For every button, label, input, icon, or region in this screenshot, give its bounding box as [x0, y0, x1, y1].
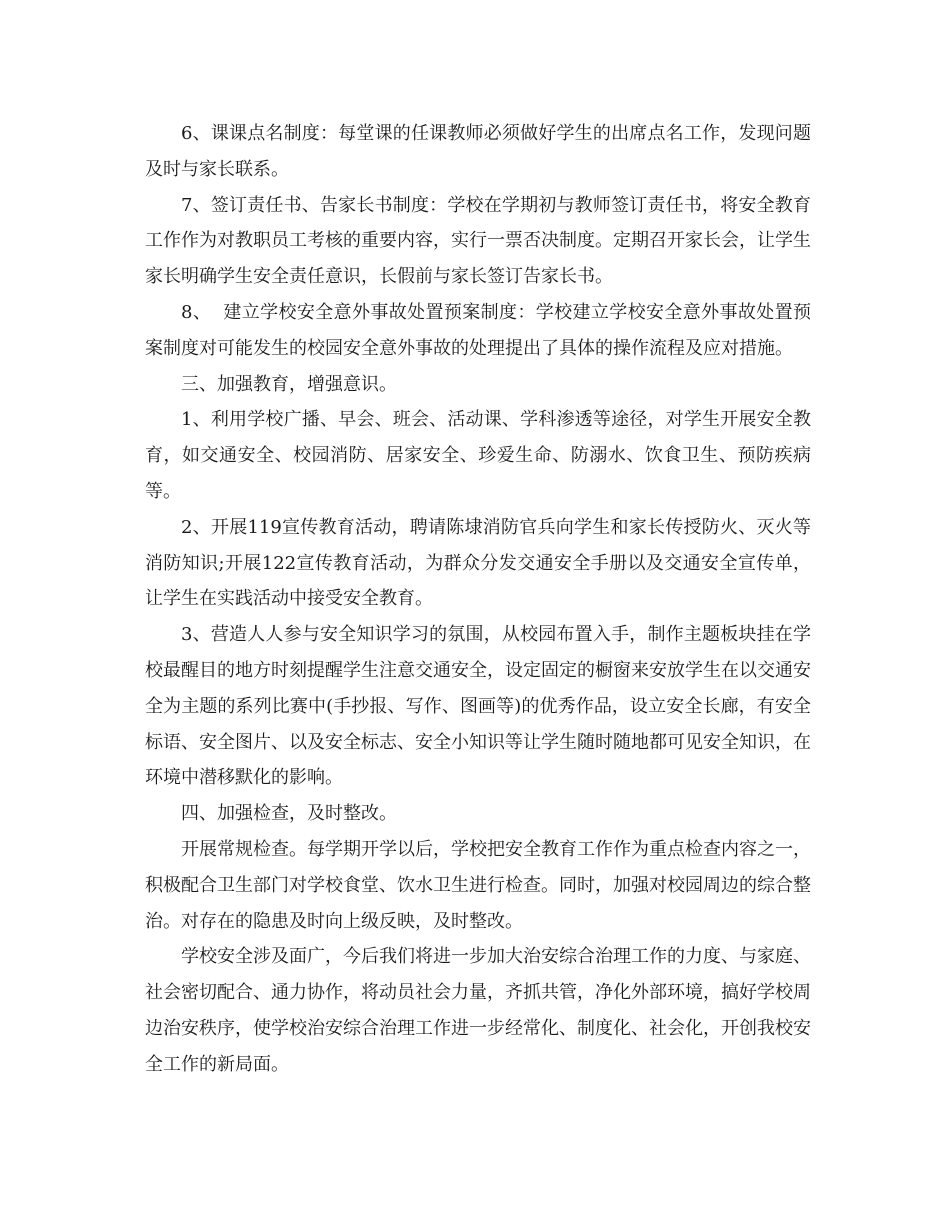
section-heading-inspection: 四、加强检查，及时整改。	[181, 803, 397, 825]
section-heading-education: 三、加强教育，增强意识。	[181, 373, 397, 395]
paragraph-routine-inspection: 开展常规检查。每学期开学以后，学校把安全教育工作作为重点检查内容之一，积极配合卫生部门对学校食堂、饮水卫生进行检查。同时，加强对校园周边的综合整治。对存在的隐患及时向上级反映，及时整改。	[145, 838, 811, 932]
paragraph-learning-atmosphere: 3、营造人人参与安全知识学习的氛围，从校园布置入手，制作主题板块挂在学校最醒目的地方时刻提醒学生注意交通安全，设定固定的橱窗来安放学生在以交通安全为主题的系列比赛中(手抄报、写作、图画等)的优秀作品，设立安全长廊，有安全标语、安全图片、以及安全标志、安全小知识等让学生随时随地都可见安全知识，在环境中潜移默化的影响。	[145, 624, 811, 789]
paragraph-emergency-plan-system: 8、 建立学校安全意外事故处置预案制度：学校建立学校安全意外事故处置预案制度对可能发生的校园安全意外事故的处理提出了具体的操作流程及应对措施。	[145, 301, 811, 359]
paragraph-119-122-campaigns: 2、开展119宣传教育活动，聘请陈埭消防官兵向学生和家长传授防火、灭火等消防知识;开展122宣传教育活动，为群众分发交通安全手册以及交通安全宣传单，让学生在实践活动中接受安全教育。	[145, 516, 811, 610]
paragraph-conclusion: 学校安全涉及面广，今后我们将进一步加大治安综合治理工作的力度、与家庭、社会密切配合、通力协作，将动员社会力量，齐抓共管，净化外部环境，搞好学校周边治安秩序，使学校治安综合治理工作进一步经常化、制度化、社会化，开创我校安全工作的新局面。	[145, 946, 811, 1075]
paragraph-responsibility-letter-system: 7、签订责任书、告家长书制度：学校在学期初与教师签订责任书，将安全教育工作作为对教职员工考核的重要内容，实行一票否决制度。定期召开家长会，让学生家长明确学生安全责任意识，长假前与家长签订告家长书。	[145, 194, 811, 288]
paragraph-rollcall-system: 6、课课点名制度：每堂课的任课教师必须做好学生的出席点名工作，发现问题及时与家长联系。	[145, 123, 811, 180]
document-body	[145, 116, 811, 1083]
paragraph-safety-education-channels: 1、利用学校广播、早会、班会、活动课、学科渗透等途径，对学生开展安全教育，如交通安全、校园消防、居家安全、珍爱生命、防溺水、饮食卫生、预防疾病等。	[145, 409, 811, 502]
